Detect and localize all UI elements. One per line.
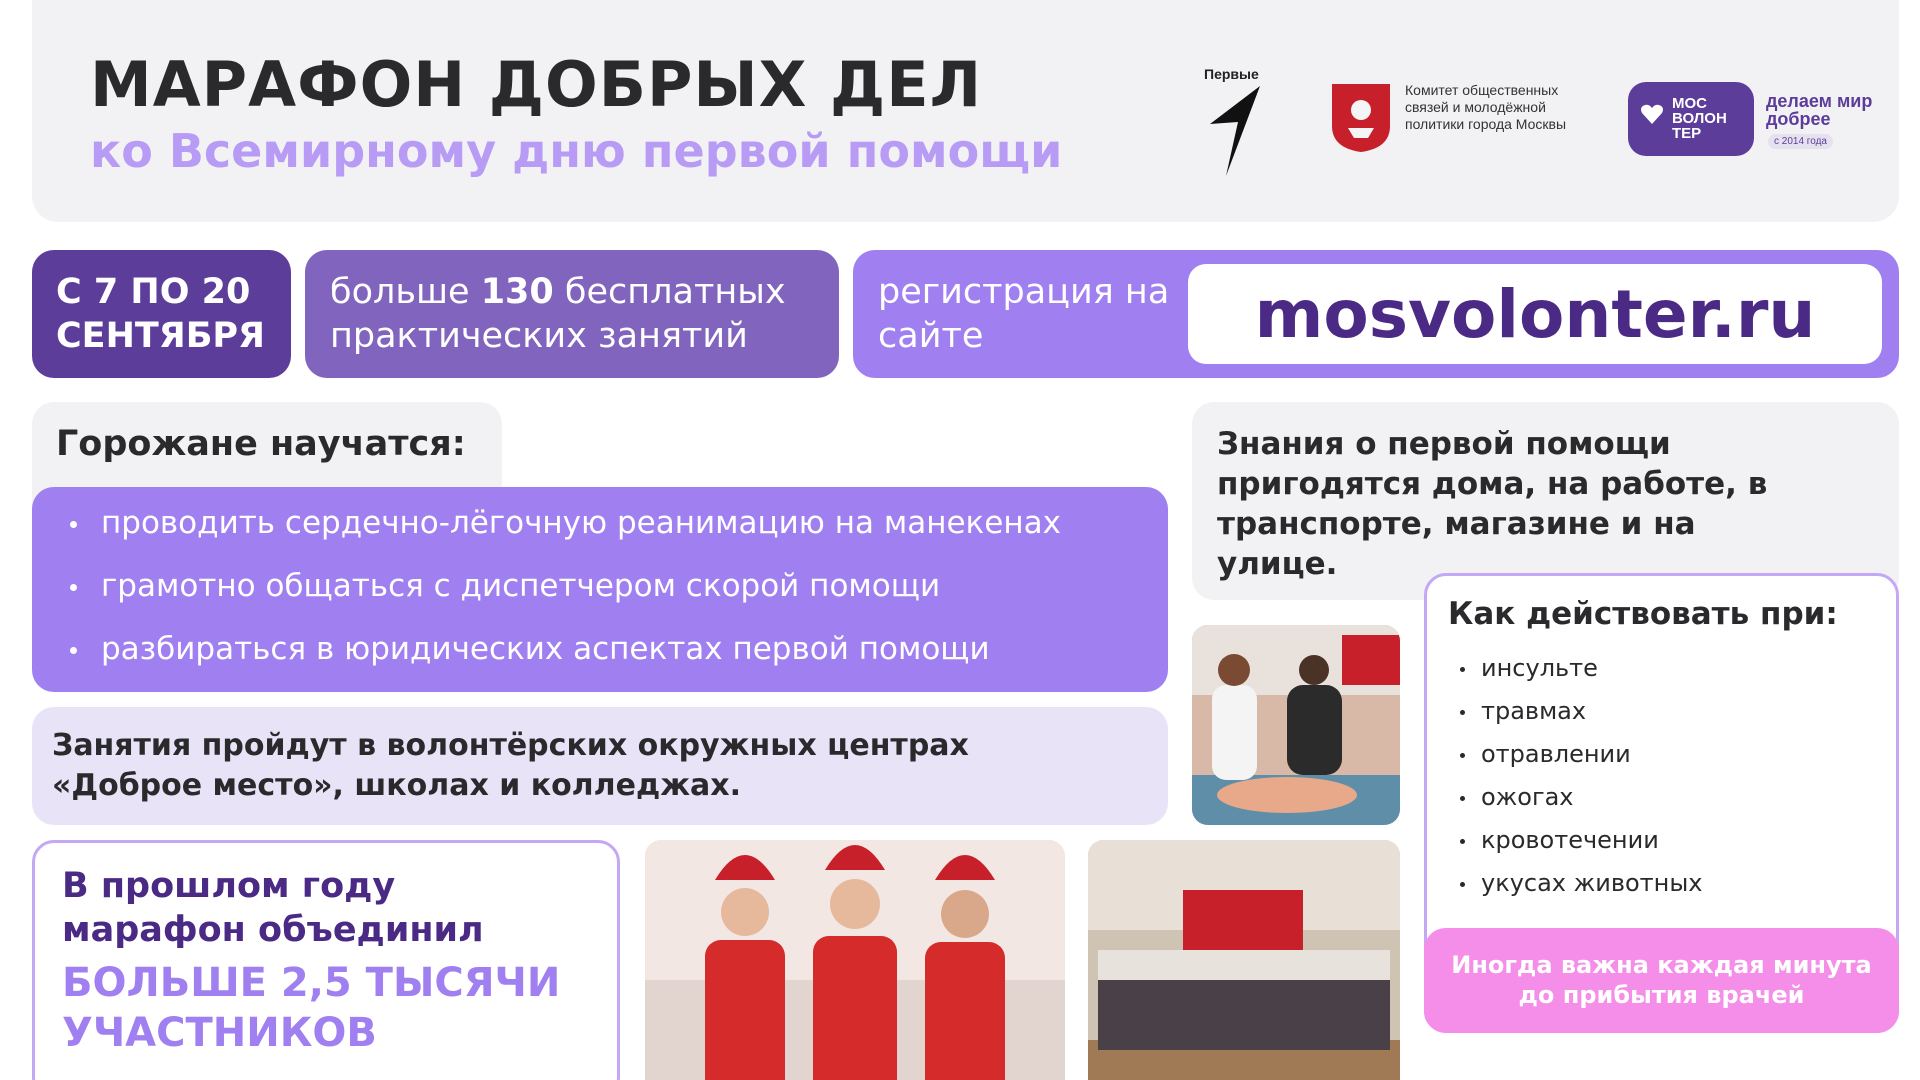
participants-highlight: БОЛЬШЕ 2,5 ТЫСЯЧИ УЧАСТНИКОВ (62, 960, 561, 1056)
list-item (70, 505, 1061, 541)
bullet-icon (1460, 667, 1465, 672)
learn-heading: Горожане научатся: (56, 424, 466, 464)
list-item (1460, 740, 1631, 768)
knowledge-text: Знания о первой помощи пригодятся дома, на работе, в транспорте, магазине и на улице. (1217, 426, 1768, 582)
slogan: делаем мир добрее (1766, 91, 1873, 129)
volunteers-image (645, 840, 1065, 1080)
cpr-training-photo (1192, 625, 1400, 825)
list-item-text: ожогах (1481, 783, 1574, 811)
pervye-logo-label: Первые (1204, 66, 1259, 82)
mosvolonter-logo-text: МОС ВОЛОН ТЕР (1672, 95, 1727, 142)
list-item-text: разбираться в юридических аспектах первой помощи (101, 631, 990, 667)
list-item (1460, 826, 1659, 854)
bullet-icon (70, 521, 77, 528)
bullet-icon (1460, 882, 1465, 887)
count-number: 130 (480, 272, 554, 312)
list-item (70, 631, 990, 667)
list-item (1460, 654, 1598, 682)
bullet-icon (70, 584, 77, 591)
list-item (1460, 869, 1703, 897)
bullet-icon (1460, 796, 1465, 801)
list-item (70, 568, 940, 604)
dates-text: С 7 ПО 20 СЕНТЯБРЯ (56, 272, 265, 356)
list-item (1460, 697, 1586, 725)
count-suffix: бесплатных практических занятий (330, 272, 786, 356)
bullet-icon (1460, 839, 1465, 844)
list-item-text: инсульте (1481, 654, 1598, 682)
last-year-line: В прошлом году (62, 866, 396, 906)
moscow-crest-icon (1330, 82, 1392, 154)
site-link[interactable]: mosvolonter.ru (1254, 276, 1816, 353)
places-line: Занятия пройдут в волонтёрских окружных центрах (52, 728, 969, 763)
last-year-line: марафон объединил (62, 910, 484, 950)
count-prefix: больше (330, 272, 481, 312)
list-item-text: проводить сердечно-лёгочную реанимацию на манекенах (101, 505, 1061, 541)
every-minute-line: до прибытия врачей (1518, 981, 1805, 1009)
list-item-text: кровотечении (1481, 826, 1659, 854)
committee-logo-text: Комитет общественных связей и молодёжной политики города Москвы (1405, 82, 1567, 132)
how-to-act-heading: Как действовать при: (1448, 596, 1838, 632)
heart-icon (1640, 103, 1664, 125)
since-badge: с 2014 года (1768, 134, 1833, 149)
bullet-icon (70, 647, 77, 654)
list-item-text: травмах (1481, 697, 1587, 725)
places-text (52, 726, 1152, 806)
bullet-icon (1460, 753, 1465, 758)
group-photo (1088, 840, 1400, 1080)
list-item-text: отравлении (1481, 740, 1631, 768)
every-minute-text (1424, 950, 1899, 1010)
page-title: МАРАФОН ДОБРЫХ ДЕЛ (90, 48, 983, 121)
list-item (1460, 783, 1574, 811)
every-minute-line: Иногда важна каждая минута (1451, 951, 1872, 979)
list-item-text: грамотно общаться с диспетчером скорой помощи (101, 568, 941, 604)
volunteers-photo (645, 840, 1065, 1080)
cpr-training-image (1192, 625, 1400, 825)
places-line: «Доброе место», школах и колледжах. (52, 768, 742, 803)
count-text (330, 270, 835, 358)
page-subtitle: ко Всемирному дню первой помощи (90, 124, 1063, 178)
group-image (1088, 840, 1400, 1080)
bullet-icon (1460, 710, 1465, 715)
registration-text: регистрация на сайте (878, 272, 1170, 356)
list-item-text: укусах животных (1481, 869, 1703, 897)
